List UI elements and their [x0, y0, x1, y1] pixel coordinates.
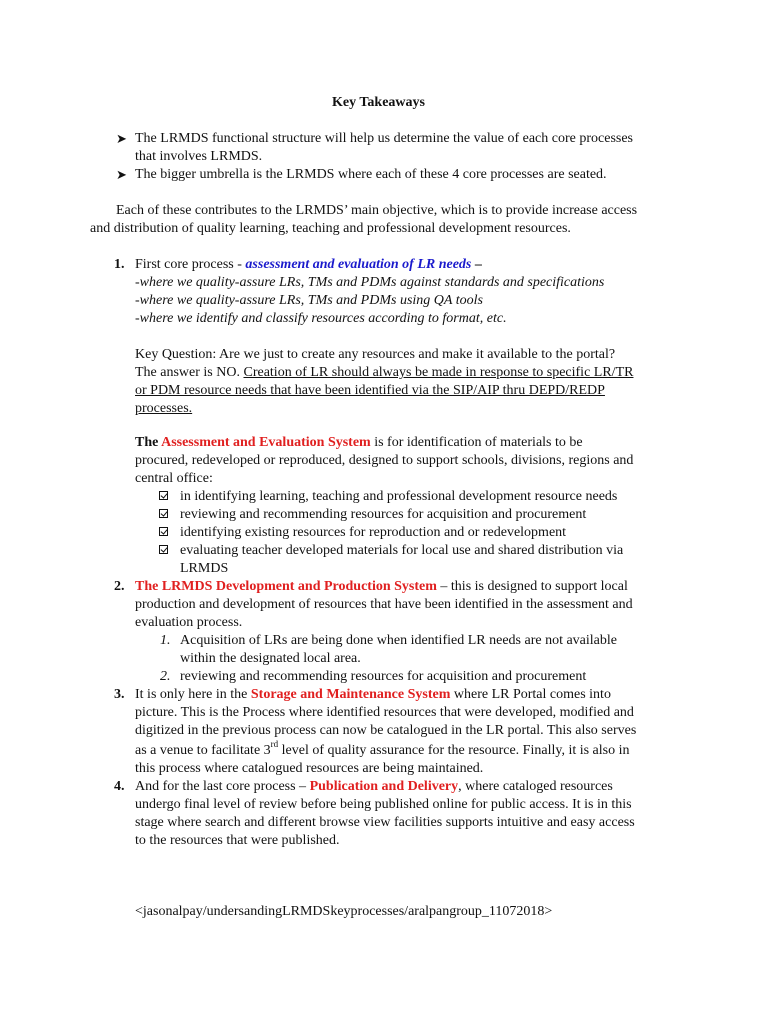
item-1-number: 1.	[114, 257, 125, 272]
publication-system-name: ublication and Delivery	[318, 779, 459, 794]
item-1-heading	[135, 256, 482, 274]
key-question-line-2	[135, 364, 633, 382]
publication-system-initial: P	[309, 779, 319, 794]
item-1-dash: –	[471, 257, 482, 272]
item-3-line-4-a: as a venue to facilitate 3	[135, 743, 271, 758]
checkbox-checked-icon	[159, 527, 168, 536]
item-3-rest: where LR Portal comes into	[450, 687, 611, 702]
item-2-sub-1-number: 1.	[160, 633, 171, 648]
checkbox-checked-icon	[159, 491, 168, 500]
bullet-1-line-1: The LRMDS functional structure will help us determine the value of each core processes	[135, 131, 634, 146]
bullet-1-line-2: that involves LRMDS.	[135, 149, 263, 164]
intro-line-1: Each of these contributes to the LRMDS’ main objective, which is to provide increase access	[116, 203, 638, 218]
check-item-2: reviewing and recommending resources for acquisition and procurement	[180, 507, 587, 522]
key-question-line-3: or PDM resource needs that have been identified via the SIP/AIP thru DEPD/REDP	[135, 383, 605, 398]
item-4-number: 4.	[114, 779, 125, 794]
key-question-underlined: Creation of LR should always be made in response to specific LR/TR	[243, 365, 634, 380]
item-2-sub-2-number: 2.	[160, 669, 171, 684]
superscript-rd: rd	[270, 739, 279, 749]
item-1-subline-3: -where we identify and classify resources according to format, etc.	[135, 311, 507, 326]
storage-system-name: Storage and Maintenance System	[250, 687, 451, 702]
item-3-number: 3.	[114, 687, 125, 702]
item-3-line-1	[135, 686, 611, 704]
source-reference: <jasonalpay/undersandingLRMDSkeyprocesses/aralpangroup_11072018>	[135, 904, 553, 919]
item-3-line-3: digitized in the previous process can now be catalogued in the LR portal. This also serves	[135, 723, 637, 738]
intro-line-2: and distribution of quality learning, teaching and professional development resources.	[90, 221, 571, 236]
item-1-lead: First core process -	[135, 257, 246, 272]
key-question-line-1: Key Question: Are we just to create any resources and make it available to the portal?	[135, 347, 616, 362]
item-3-line-4	[135, 739, 630, 760]
item-2-sub-1-line-1: Acquisition of LRs are being done when identified LR needs are not available	[180, 633, 617, 648]
item-4-line-4: to the resources that were published.	[135, 833, 340, 848]
check-item-4: evaluating teacher developed materials for local use and shared distribution via	[180, 543, 624, 558]
item-3-lead: It is only here in the	[135, 687, 251, 702]
item-4-lead: And for the last core process –	[135, 779, 310, 794]
item-2-number: 2.	[114, 579, 125, 594]
item-4-line-2: undergo final level of review before being published online for public access. It is in this	[135, 797, 632, 812]
assessment-system-the: The	[135, 435, 162, 450]
assessment-system-rest: is for identification of materials to be	[370, 435, 583, 450]
item-3-line-5: this process where catalogued resources are being maintained.	[135, 761, 484, 776]
development-system-name: The LRMDS Development and Production System	[135, 579, 437, 594]
key-question-answer: The answer is NO.	[135, 365, 244, 380]
item-4-line-1	[135, 778, 613, 796]
item-2-line-3: evaluation process.	[135, 615, 243, 630]
assessment-system-line-2: procured, redeveloped or reproduced, designed to support schools, divisions, regions and	[135, 453, 634, 468]
item-2-sub-2-line-1: reviewing and recommending resources for acquisition and procurement	[180, 669, 587, 684]
checkbox-checked-icon	[159, 509, 168, 518]
item-1-highlight: assessment and evaluation of LR needs	[245, 257, 472, 272]
assessment-system-line-3: central office:	[135, 471, 213, 486]
assessment-system-line-1	[135, 434, 583, 452]
item-2-rest: – this is designed to support local	[436, 579, 628, 594]
bullet-2-line-1: The bigger umbrella is the LRMDS where each of these 4 core processes are seated.	[135, 167, 607, 182]
item-2-line-1	[135, 578, 628, 596]
check-item-1: in identifying learning, teaching and professional development resource needs	[180, 489, 618, 504]
arrow-bullet-icon: ➤	[116, 167, 127, 182]
item-2-line-2: production and development of resources that have been identified in the assessment and	[135, 597, 633, 612]
arrow-bullet-icon: ➤	[116, 131, 127, 146]
assessment-system-name: Assessment and Evaluation System	[161, 435, 371, 450]
key-question-line-4: processes.	[135, 401, 193, 416]
item-1-subline-1: -where we quality-assure LRs, TMs and PDMs against standards and specifications	[135, 275, 605, 290]
item-4-line-3: stage where search and different browse view facilities supports intuitive and easy access	[135, 815, 635, 830]
item-1-subline-2: -where we quality-assure LRs, TMs and PDMs using QA tools	[135, 293, 483, 308]
checkbox-checked-icon	[159, 545, 168, 554]
item-4-rest: , where cataloged resources	[458, 779, 613, 794]
document-title: Key Takeaways	[332, 95, 425, 110]
item-3-line-4-b: level of quality assurance for the resource. Finally, it is also in	[278, 743, 630, 758]
item-3-line-2: picture. This is the Process where identified resources that were developed, modified and	[135, 705, 634, 720]
check-item-3: identifying existing resources for reproduction and or redevelopment	[180, 525, 567, 540]
item-2-sub-1-line-2: within the designated local area.	[180, 651, 361, 666]
check-item-4-continued: LRMDS	[180, 561, 229, 576]
